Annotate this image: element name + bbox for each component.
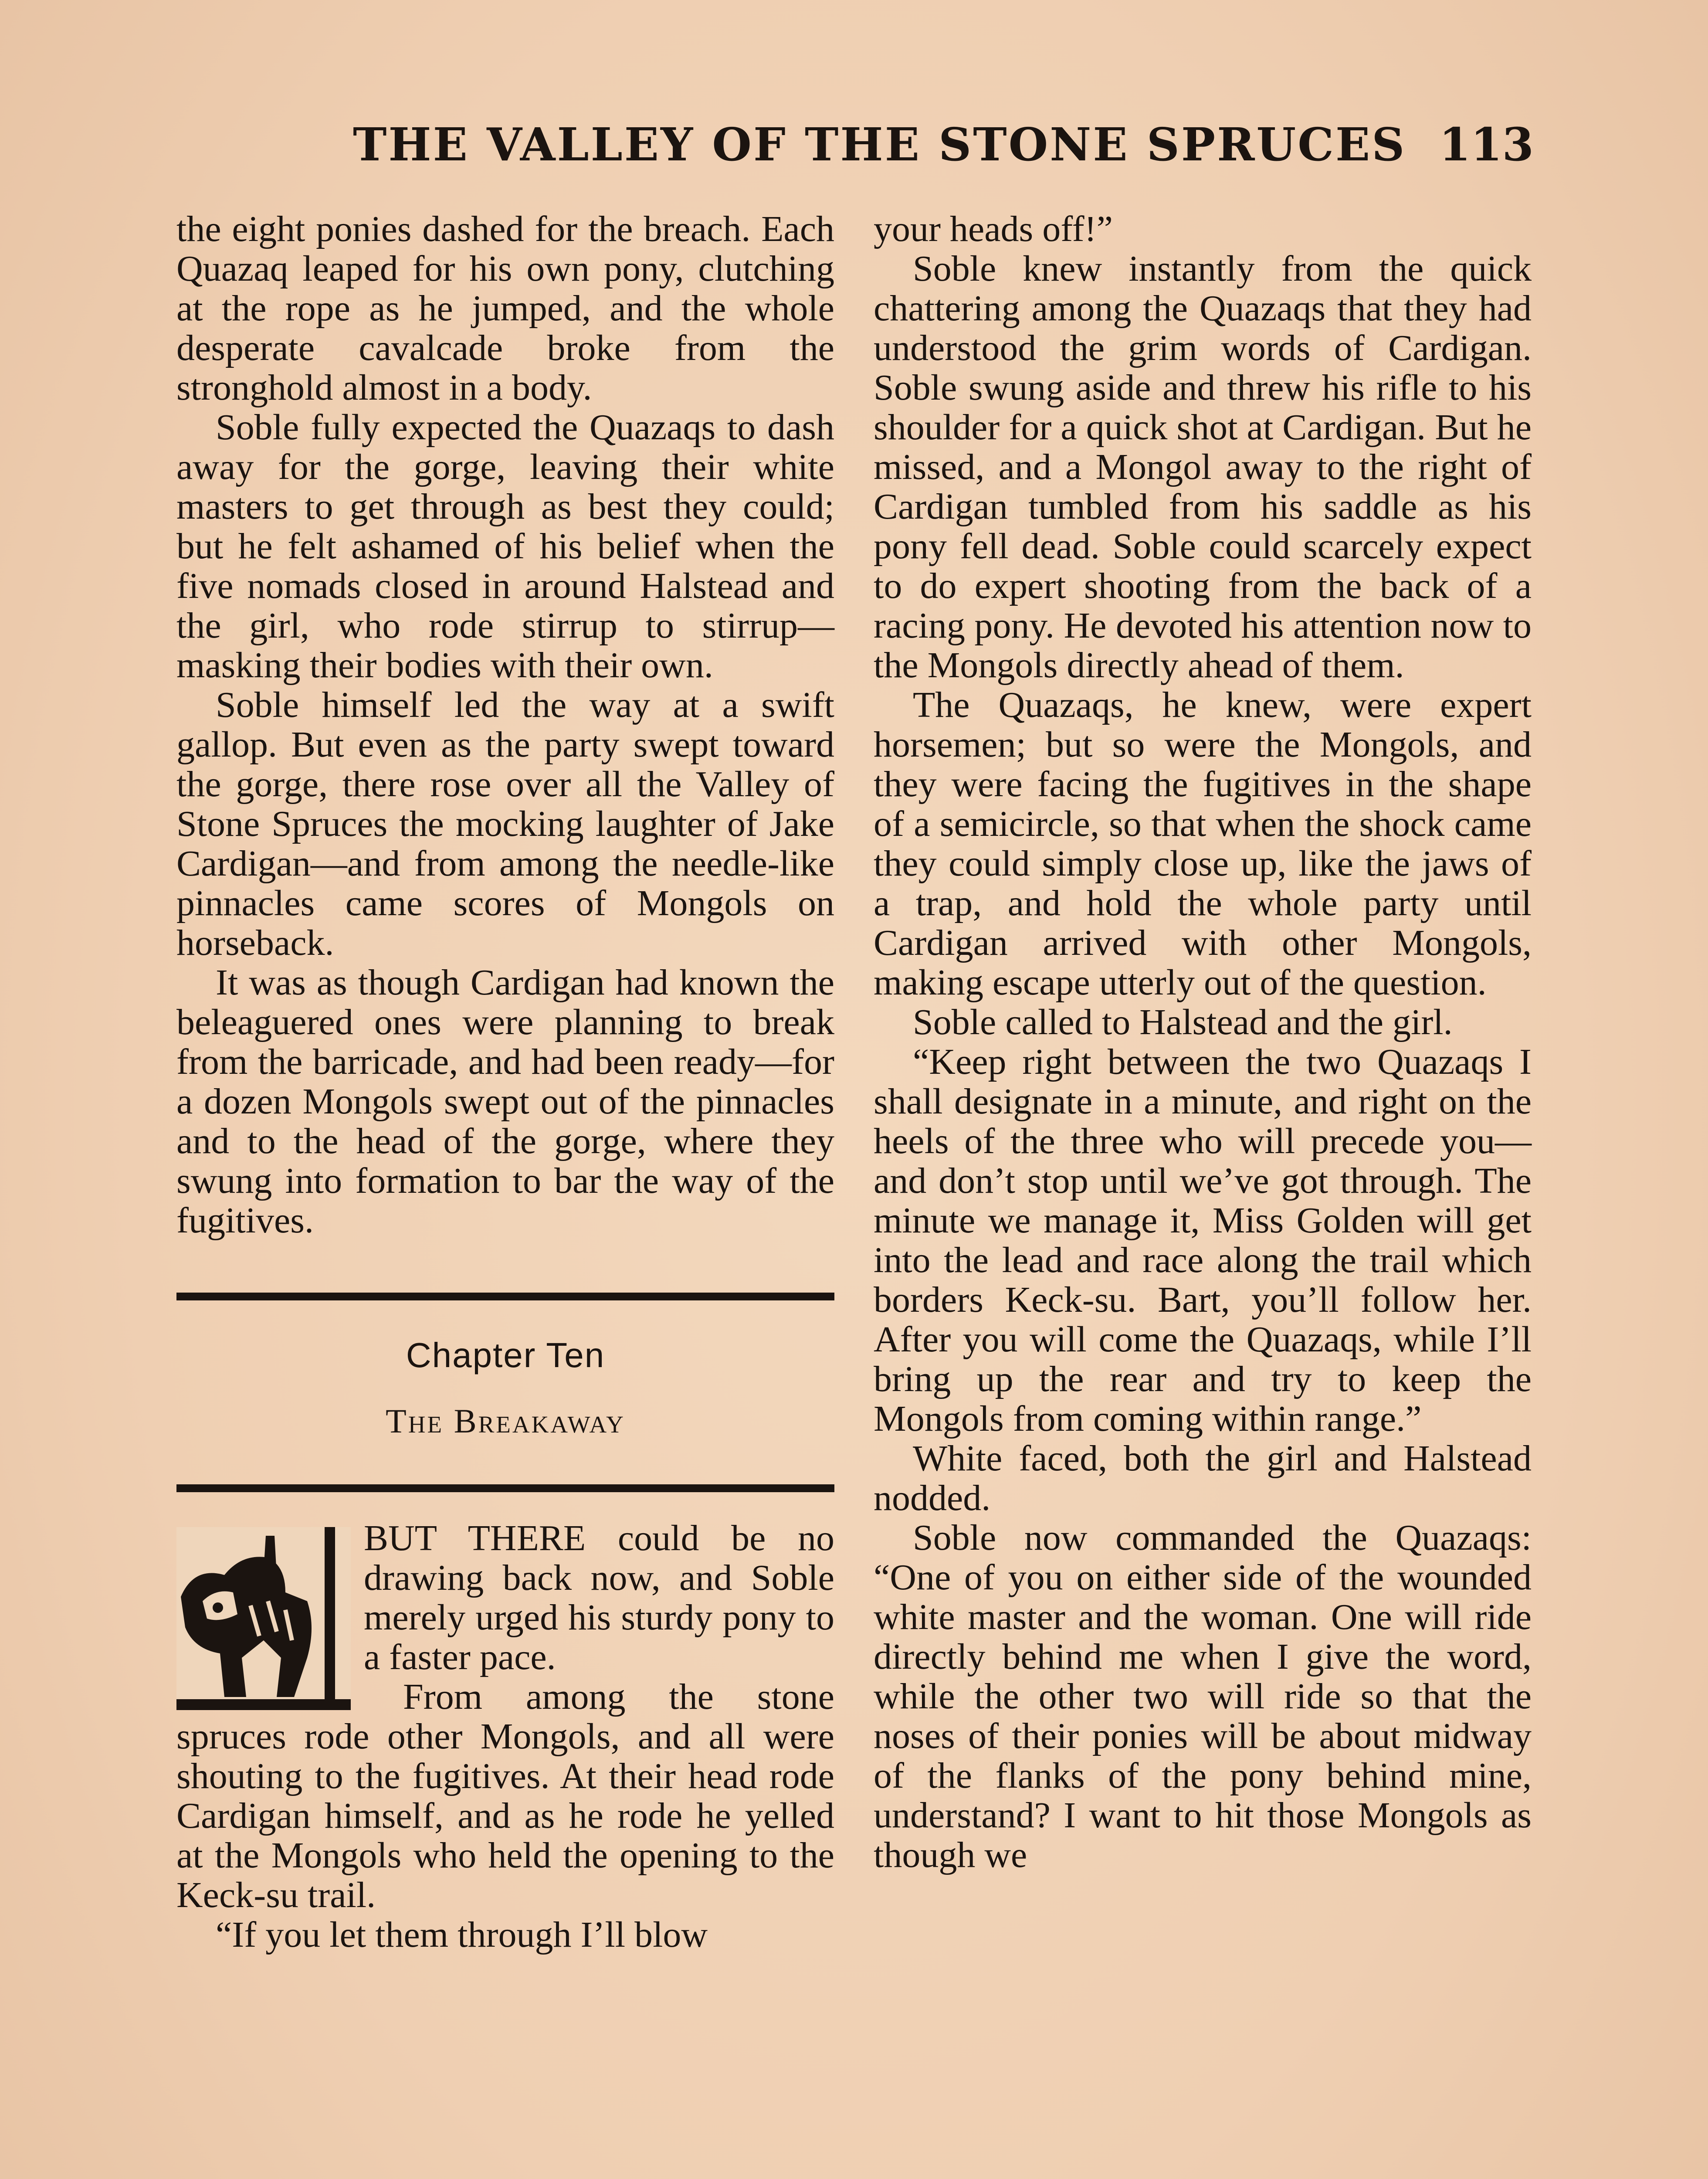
page-number: 113: [1439, 118, 1534, 171]
right-column: [874, 209, 1532, 2179]
paragraph: Soble now commanded the Quazaqs: “One of you on either side of the wounded white master and the woman. One will ride directly behind me when I give the word, while the other two will ride so that the noses of their ponies will be about midway of the flanks of the pony behind mine, understand? I want to hit those Mongols as though we: [874, 1517, 1532, 1875]
running-title: THE VALLEY OF THE STONE SPRUCES: [353, 118, 1406, 171]
paragraph: Soble called to Halstead and the girl.: [913, 1002, 1453, 1042]
page-header: [174, 118, 1534, 196]
paragraph: the eight ponies dashed for the breach. Each Quazaq leaped for his own pony, clutching at the rope as he jumped, and the whole desperate cavalcade broke from the stronghold almost in a body.: [176, 209, 834, 408]
paragraph: The Quazaqs, he knew, were expert horsemen; but so were the Mongols, and they were facing the fugitives in the shape of a semicircle, so that when the shock came they could simply close up, like the jaws of a trap, and hold the whole party until Cardigan arrived with other Mongols, making escape utterly out of the question.: [874, 685, 1532, 1003]
paragraph: “If you let them through I’ll blow: [216, 1914, 708, 1955]
paragraph: From among the stone spruces rode other Mongols, and all were shouting to the fugitives. At their head rode Cardigan himself, and as he rode he yelled at the Mongols who held the opening to the Keck-su trail.: [176, 1677, 834, 1915]
paragraph: Soble himself led the way at a swift gallop. But even as the party swept toward the gorge, there rose over all the Valley of Stone Spruces the mocking laughter of Jake Cardigan—and from among the needle-like pinnacles came scores of Mongols on horseback.: [176, 685, 834, 963]
horseman-woodcut-icon: [176, 1527, 351, 1710]
paragraph: It was as though Cardigan had known the beleaguered ones were planning to break from the barricade, and had been ready—for a dozen Mongols swept out of the pinnacles and to the head of the gorge, where they swung into formation to bar the way of the fugitives.: [176, 962, 834, 1241]
paragraph: BUT THERE could be no drawing back now, and Soble merely urged his sturdy pony to a faster pace.: [364, 1518, 834, 1677]
paragraph: White faced, both the girl and Halstead nodded.: [874, 1438, 1532, 1518]
paragraph: Soble fully expected the Quazaqs to dash away for the gorge, leaving their white masters to get through as best they could; but he felt ashamed of his belief when the five nomads closed in around Halstead and the girl, who rode stirrup to stirrup—masking their bodies with their own.: [176, 407, 834, 686]
chapter-title: The Breakaway: [386, 1402, 625, 1440]
chapter-rule-bottom: [176, 1484, 834, 1492]
chapter-heading: [176, 1293, 834, 1492]
paragraph: Soble knew instantly from the quick chattering among the Quazaqs that they had understood the grim words of Cardigan. Soble swung aside and threw his rifle to his shoulder for a quick shot at Cardigan. But he missed, and a Mongol away to the right of Cardigan tumbled from his saddle as his pony fell dead. Soble could scarcely expect to do expert shooting from the back of a racing pony. He devoted his attention now to the Mongols directly ahead of them.: [874, 248, 1532, 686]
paragraph: “Keep right between the two Quazaqs I shall designate in a minute, and right on the heels of the three who will precede you—and don’t stop until we’ve got through. The minute we manage it, Miss Golden will get into the lead and race along the trail which borders Keck-su. Bart, you’ll follow her. After you will come the Quazaqs, while I’ll bring up the rear and try to keep the Mongols from coming within range.”: [874, 1042, 1532, 1439]
paragraph: your heads off!”: [874, 209, 1113, 249]
chapter-label: Chapter Ten: [406, 1336, 605, 1375]
chapter-rule-top: [176, 1293, 834, 1300]
left-column: [176, 209, 834, 2179]
